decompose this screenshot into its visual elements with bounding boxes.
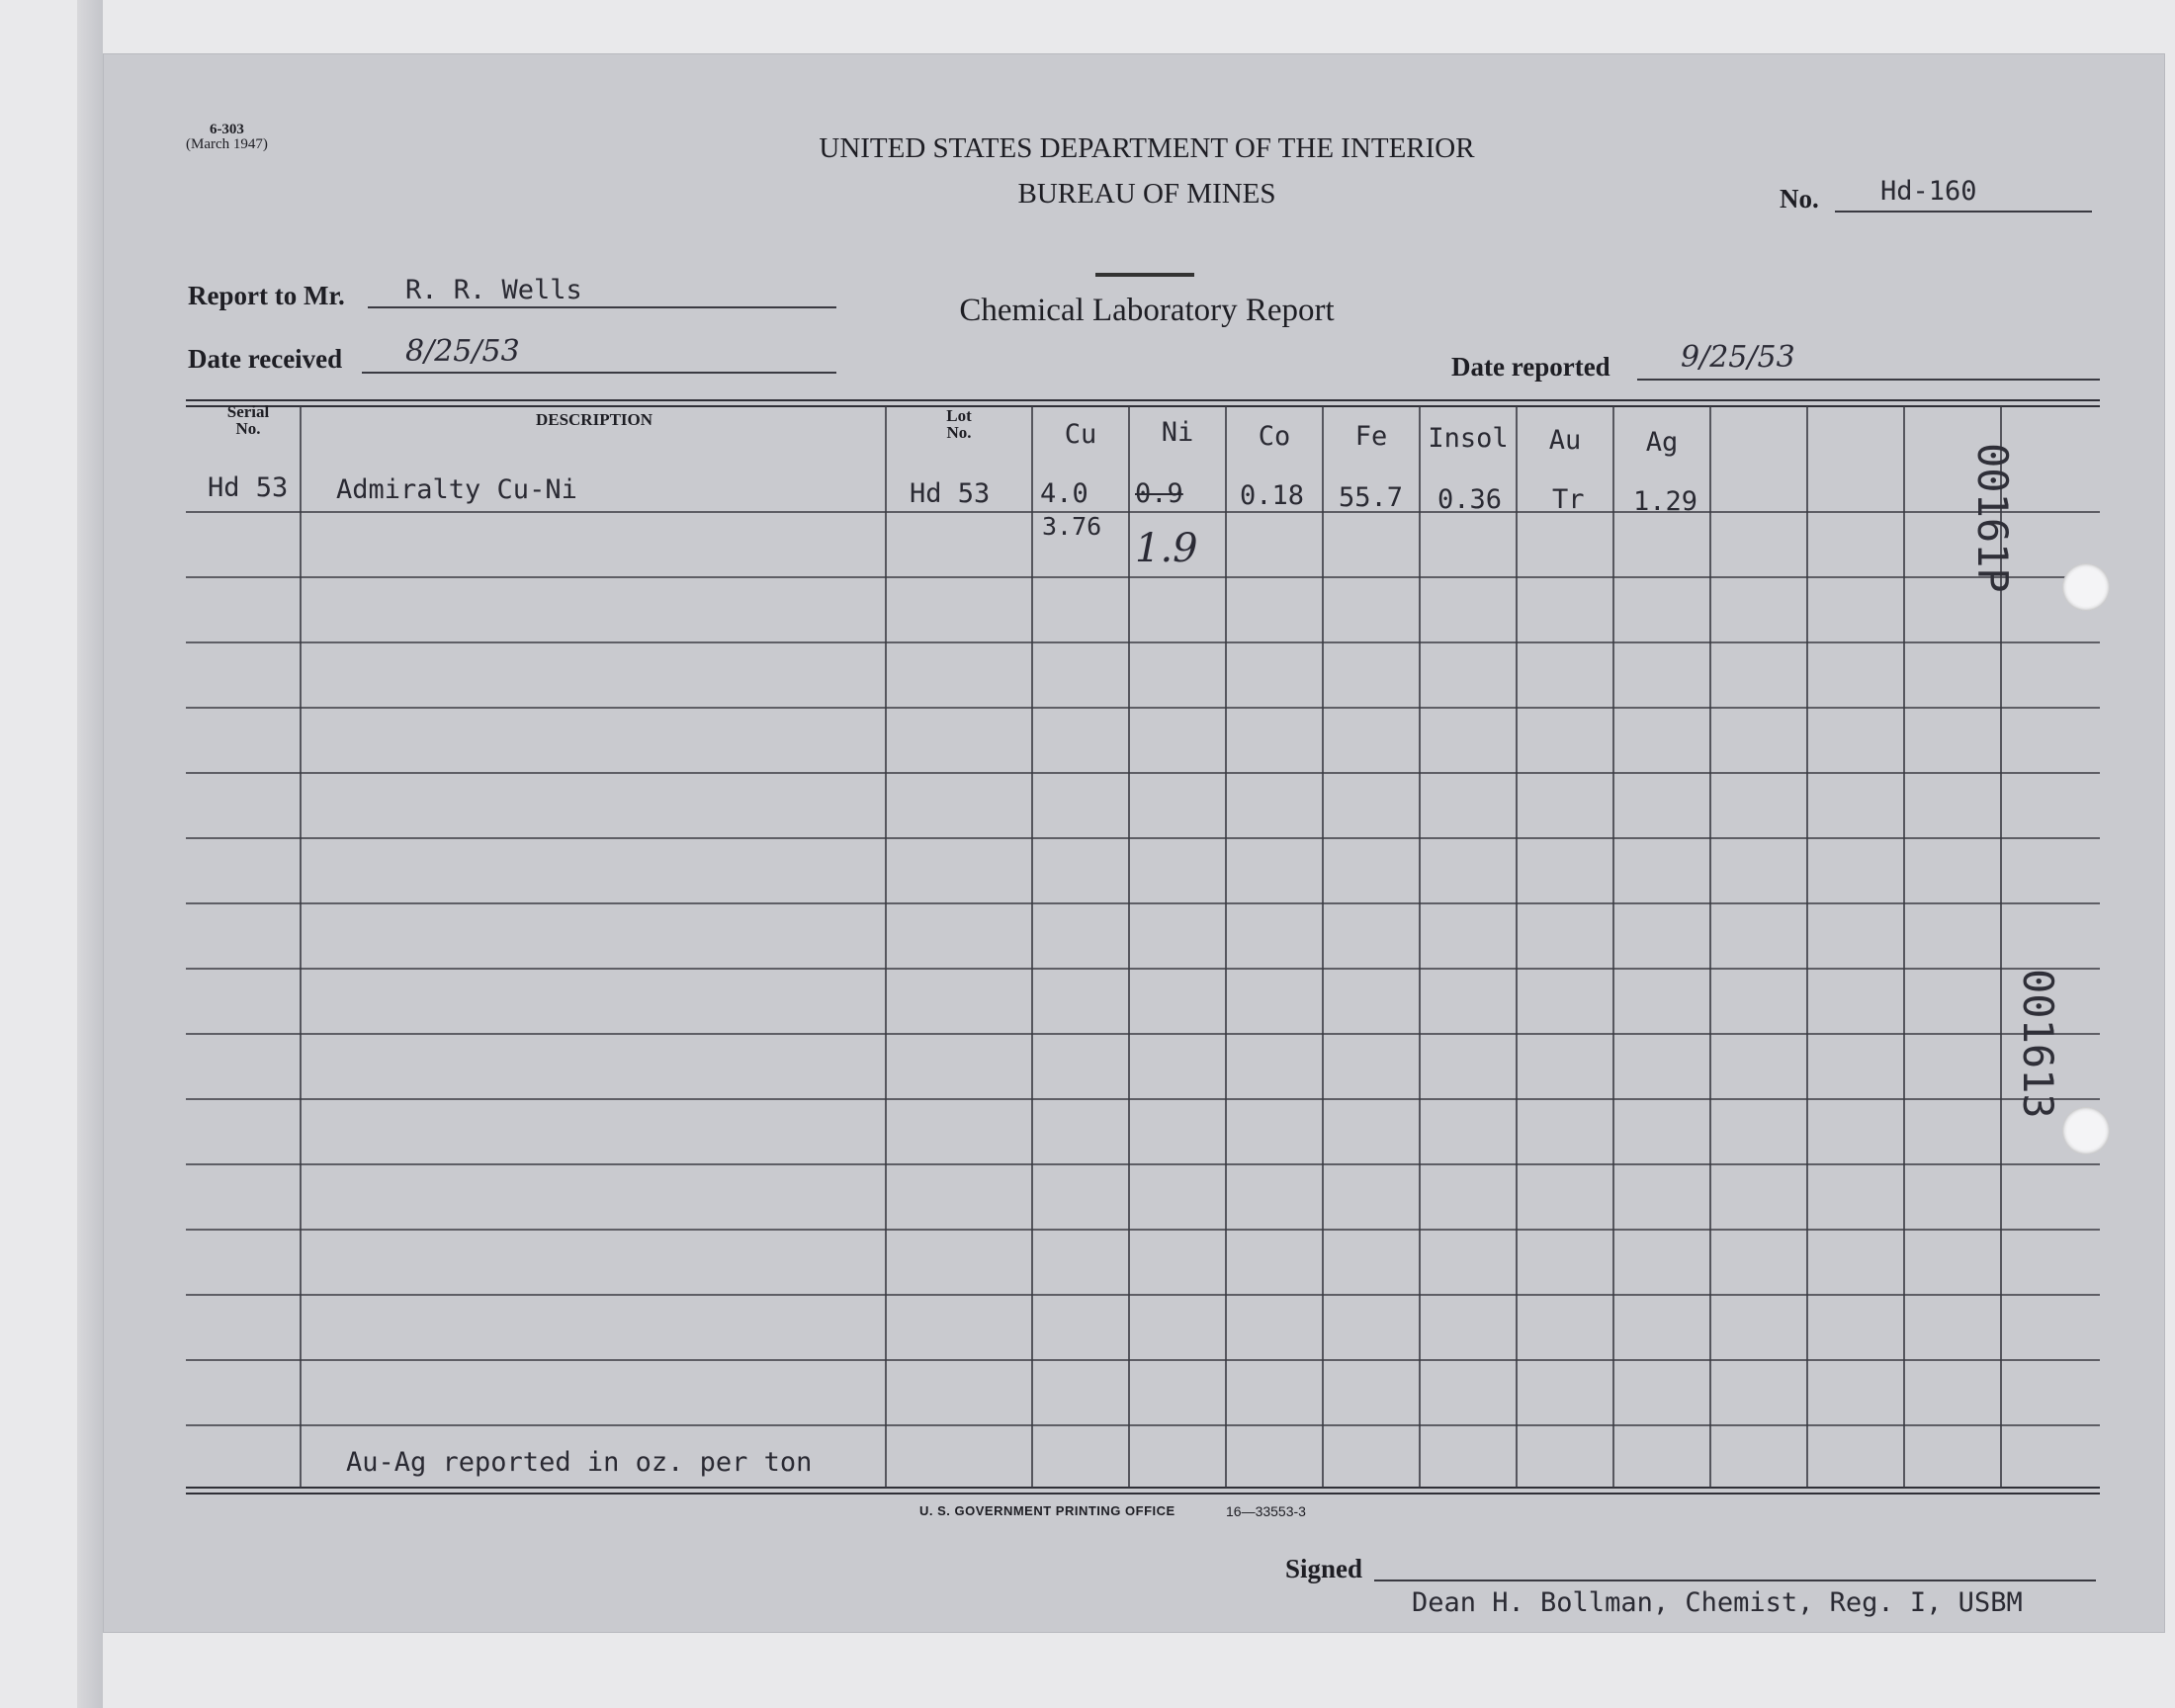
header-insol: Insol (1428, 423, 1509, 454)
punch-hole-bottom (2062, 1107, 2110, 1154)
number-label: No. (1780, 184, 1819, 214)
header-lot-no: Lot No. (946, 406, 972, 442)
signer-name: Dean H. Bollman, Chemist, Reg. I, USBM (1412, 1587, 2023, 1618)
side-stamp-top: 00161P (1968, 443, 2017, 593)
row1-insol: 0.36 (1437, 484, 1503, 515)
header-description: DESCRIPTION (535, 410, 653, 429)
date-reported-value: 9/25/53 (1681, 340, 1795, 375)
form-date: (March 1947) (186, 136, 268, 152)
row1-lot: Hd 53 (910, 478, 991, 509)
header-fe: Fe (1354, 421, 1388, 452)
date-reported-label: Date reported (1451, 352, 1610, 382)
number-value: Hd-160 (1880, 176, 1977, 207)
table-note: Au-Ag reported in oz. per ton (346, 1447, 813, 1478)
row1-description: Admiralty Cu-Ni (336, 474, 577, 505)
header-serial-no: Serial No. (226, 402, 270, 438)
report-to-value: R. R. Wells (405, 275, 582, 305)
row1-fe: 55.7 (1339, 482, 1404, 513)
date-received-label: Date received (188, 344, 343, 374)
bureau-name: BUREAU OF MINES (1017, 178, 1276, 210)
row1-ni-struck: 0.9 (1135, 478, 1183, 509)
header-ni: Ni (1161, 417, 1194, 448)
report-to-label: Report to Mr. (188, 281, 345, 310)
row1-co: 0.18 (1240, 480, 1305, 511)
row1-cu: 4.0 (1040, 478, 1088, 509)
agency-name: UNITED STATES DEPARTMENT OF THE INTERIOR (819, 132, 1475, 164)
printing-office: U. S. GOVERNMENT PRINTING OFFICE (919, 1503, 1175, 1518)
row1-serial: Hd 53 (208, 472, 289, 503)
print-code: 16—33553-3 (1226, 1503, 1306, 1519)
signature-line (1374, 1580, 2096, 1581)
header-ag: Ag (1645, 427, 1679, 458)
header-co: Co (1258, 421, 1291, 452)
row2-ni: 1.9 (1135, 526, 1198, 571)
date-received-value: 8/25/53 (405, 334, 520, 369)
row2-cu: 3.76 (1042, 512, 1102, 541)
header-cu: Cu (1064, 419, 1097, 450)
form-number: 6-303 (209, 122, 244, 137)
side-stamp-bottom: 001613 (2014, 969, 2062, 1119)
header-au: Au (1548, 425, 1582, 456)
signed-label: Signed (1285, 1554, 1363, 1583)
report-title: Chemical Laboratory Report (959, 293, 1335, 328)
row1-ag: 1.29 (1633, 486, 1698, 517)
punch-hole-top (2062, 563, 2110, 611)
row1-au: Tr (1552, 484, 1585, 515)
